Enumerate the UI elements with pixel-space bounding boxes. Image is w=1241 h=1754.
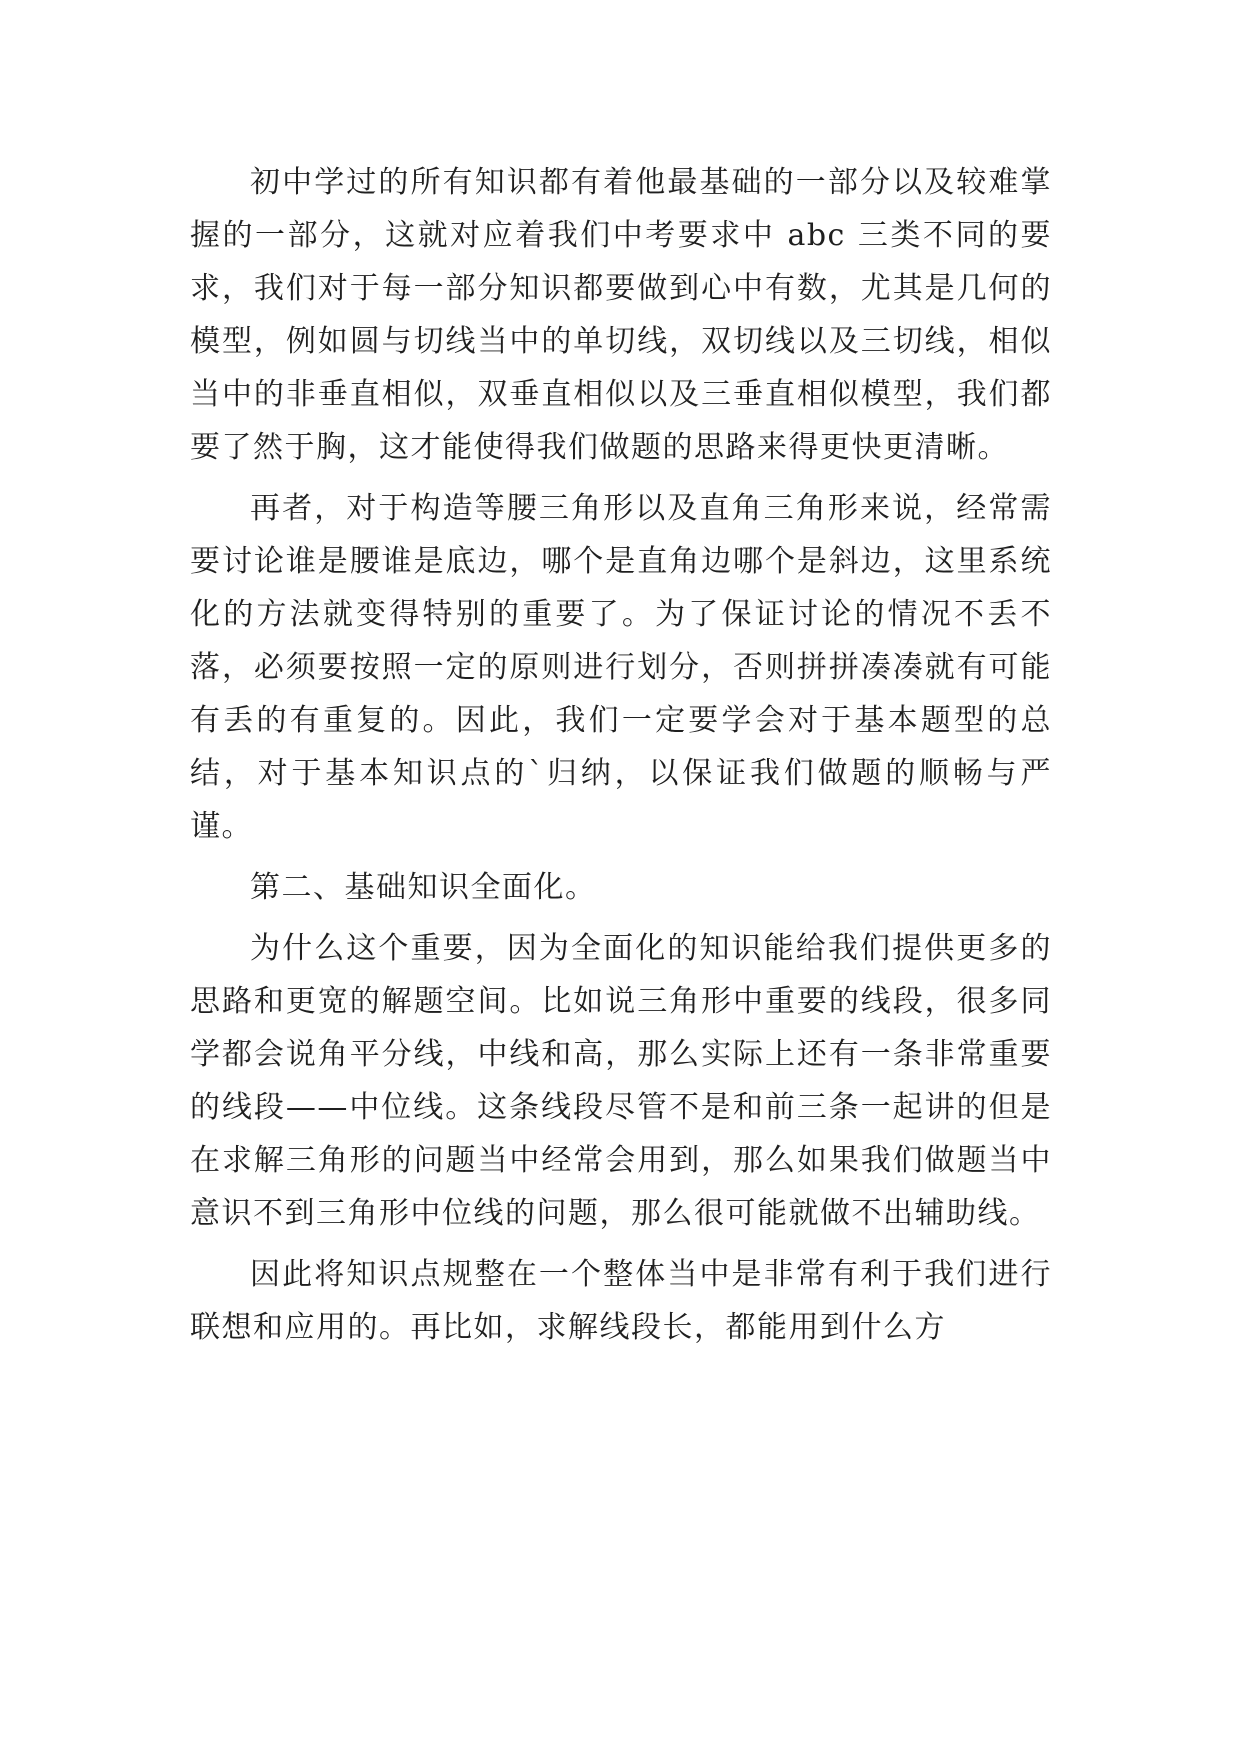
paragraph-model-knowledge: 初中学过的所有知识都有着他最基础的一部分以及较难掌握的一部分，这就对应着我们中考要求中 abc 三类不同的要求，我们对于每一部分知识都要做到心中有数，尤其是几何的模型，例如圆与切线当中的单切线，双切线以及三切线，相似当中的非垂直相似，双垂直相似以及三垂直相似模型，我们都要了然于胸，这才能使得我们做题的思路来得更快更清晰。 <box>190 165 1052 465</box>
section-heading-second: 第二、基础知识全面化。 <box>250 870 597 905</box>
paragraph-knowledge-integration: 因此将知识点规整在一个整体当中是非常有利于我们进行联想和应用的。再比如，求解线段长，都能用到什么方 <box>190 1257 1052 1345</box>
document-body <box>190 156 1052 1362</box>
paragraph-comprehensive-knowledge: 为什么这个重要，因为全面化的知识能给我们提供更多的思路和更宽的解题空间。比如说三角形中重要的线段，很多同学都会说角平分线，中线和高，那么实际上还有一条非常重要的线段——中位线。这条线段尽管不是和前三条一起讲的但是在求解三角形的问题当中经常会用到，那么如果我们做题当中意识不到三角形中位线的问题，那么很可能就做不出辅助线。 <box>190 931 1052 1231</box>
paragraph-triangle-construction: 再者，对于构造等腰三角形以及直角三角形来说，经常需要讨论谁是腰谁是底边，哪个是直角边哪个是斜边，这里系统化的方法就变得特别的重要了。为了保证讨论的情况不丢不落，必须要按照一定的原则进行划分，否则拼拼凑凑就有可能有丢的有重复的。因此，我们一定要学会对于基本题型的总结，对于基本知识点的`归纳，以保证我们做题的顺畅与严谨。 <box>190 491 1052 844</box>
